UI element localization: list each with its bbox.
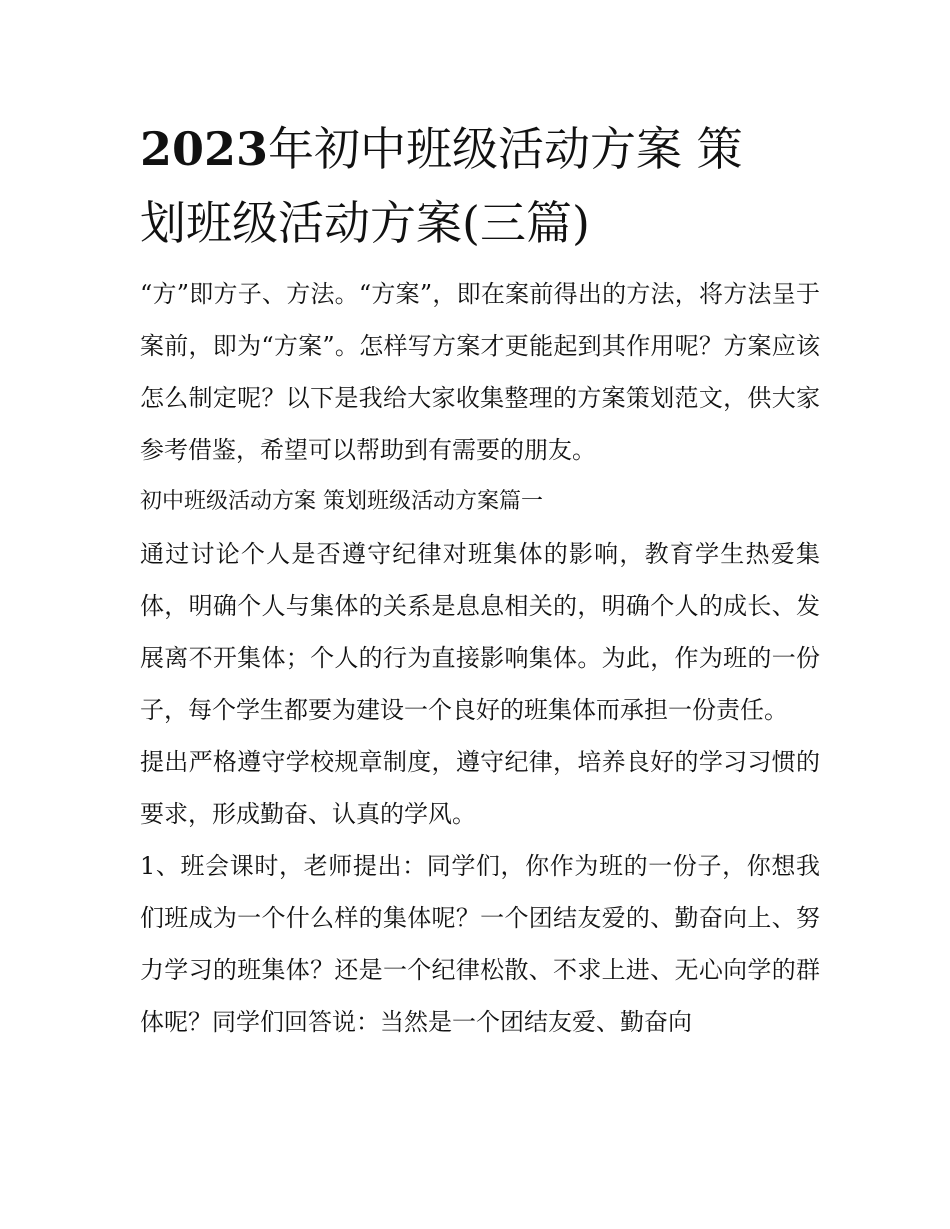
- title-text: 年初中班级活动方案 策划班级活动方案(三篇): [140, 122, 743, 250]
- intro-paragraph: “方”即方子、方法。“方案”，即在案前得出的方法，将方法呈于案前，即为“方案”。怎样写方案才更能起到其作用呢？方案应该怎么制定呢？以下是我给大家收集整理的方案策划范文，供大家参考借鉴，希望可以帮助到有需要的朋友。: [140, 280, 820, 464]
- body-paragraph: 提出严格遵守学校规章制度，遵守纪律，培养良好的学习习惯的要求，形成勤奋、认真的学风。: [140, 748, 820, 828]
- section-heading: 初中班级活动方案 策划班级活动方案篇一: [140, 489, 543, 514]
- document-body: [140, 112, 820, 1048]
- body-paragraph: 1、班会课时，老师提出：同学们，你作为班的一份子，你想我们班成为一个什么样的集体呢？一个团结友爱的、勤奋向上、努力学习的班集体？还是一个纪律松散、不求上进、无心向学的群体呢？同学们回答说：当然是一个团结友爱、勤奋向: [140, 852, 820, 1036]
- title-year: 2023: [140, 122, 269, 176]
- body-paragraph: 通过讨论个人是否遵守纪律对班集体的影响，教育学生热爱集体，明确个人与集体的关系是息息相关的，明确个人的成长、发展离不开集体；个人的行为直接影响集体。为此，作为班的一份子，每个学生都要为建设一个良好的班集体而承担一份责任。: [140, 540, 820, 724]
- document-title: [140, 112, 780, 260]
